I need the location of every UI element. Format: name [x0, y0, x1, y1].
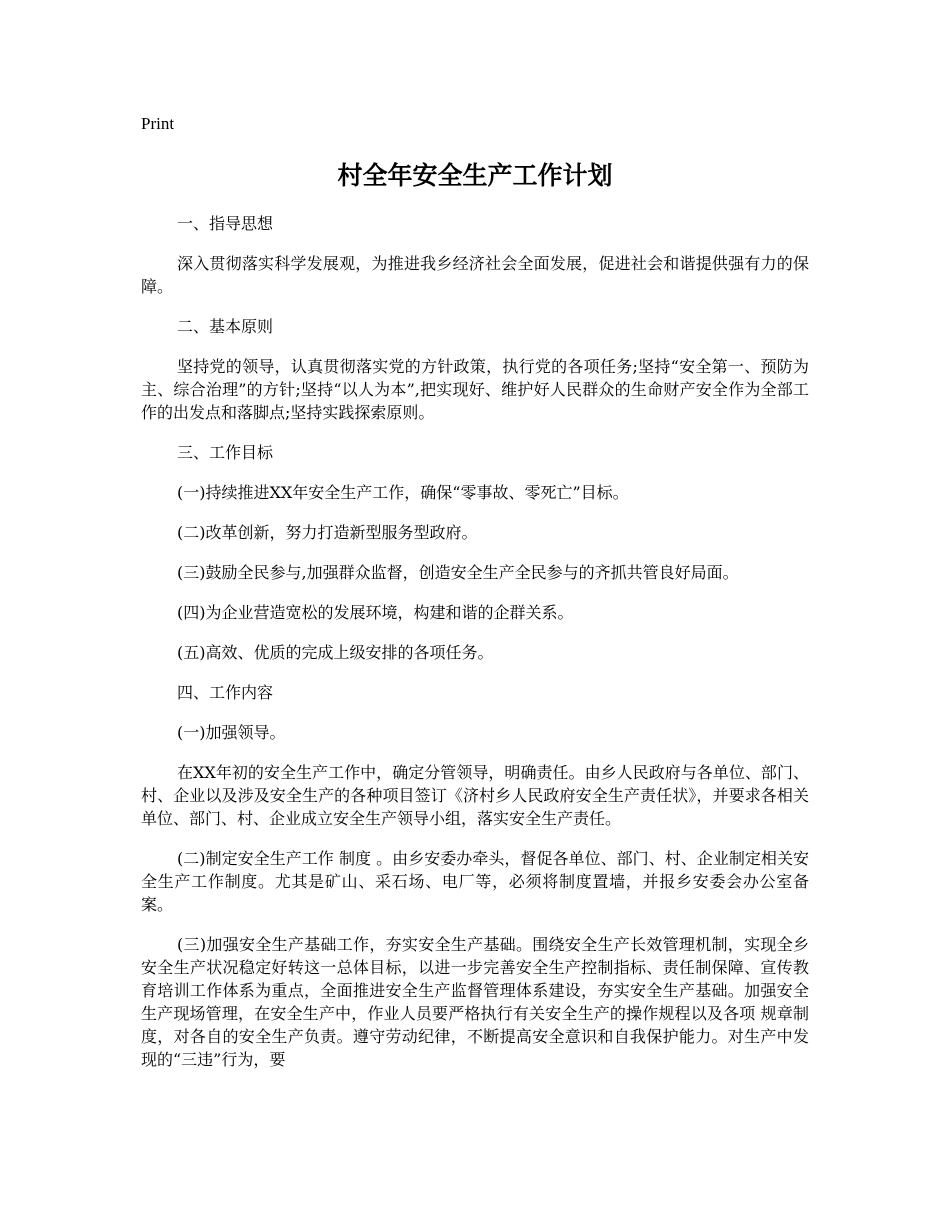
list-item: (三)鼓励全民参与,加强群众监督，创造安全生产全民参与的齐抓共管良好局面。 — [177, 563, 739, 582]
paragraph: (三)加强安全生产基础工作，夯实安全生产基础。围绕安全生产长效管理机制，实现全乡安全生产状况稳定好转这一总体目标，以进一步完善安全生产控制指标、责任制保障、宣传教育培训工作体系为重点，全面推进安全生产监督管理体系建设，夯实安全生产基础。加强安全生产现场管理，在安全生产中，作业人员要严格执行有关安全生产的操作规程以及各项 规章制度，对各自的安全生产负责。遵守劳动纪律，不断提高安全意识和自我保护能力。对生产中发现的“三违”行为，要 — [141, 935, 809, 1069]
list-item: (一)持续推进XX年安全生产工作，确保“零事故、零死亡”目标。 — [177, 483, 629, 502]
document-body — [141, 212, 809, 1088]
list-item: (五)高效、优质的完成上级安排的各项任务。 — [177, 643, 494, 662]
list-item: (二)改革创新，努力打造新型服务型政府。 — [177, 523, 478, 542]
section-heading: 三、工作目标 — [177, 443, 274, 462]
paragraph: 坚持党的领导，认真贯彻落实党的方针政策，执行党的各项任务;坚持“安全第一、预防为主、综合治理”的方针;坚持“以人为本”,把实现好、维护好人民群众的生命财产安全作为全部工作的出发点和落脚点;坚持实践探索原则。 — [141, 357, 809, 422]
paragraph: 在XX年初的安全生产工作中，确定分管领导，明确责任。由乡人民政府与各单位、部门、村、企业以及涉及安全生产的各种项目签订《济村乡人民政府安全生产责任状》，并要求各相关单位、部门、村、企业成立安全生产领导小组，落实安全生产责任。 — [141, 763, 809, 828]
section-heading: 二、基本原则 — [177, 317, 274, 336]
paragraph: 深入贯彻落实科学发展观，为推进我乡经济社会全面发展，促进社会和谐提供强有力的保障。 — [141, 254, 809, 296]
paragraph: (二)制定安全生产工作 制度 。由乡安委办牵头，督促各单位、部门、村、企业制定相关安全生产工作制度。尤其是矿山、采石场、电厂等，必须将制度置墙，并报乡安委会办公室备案。 — [141, 849, 809, 914]
document-title: 村全年安全生产工作计划 — [337, 161, 613, 190]
print-label: Print — [141, 114, 175, 133]
section-heading: 四、工作内容 — [177, 683, 274, 702]
list-item: (四)为企业营造宽松的发展环境，构建和谐的企群关系。 — [177, 603, 574, 622]
list-item: (一)加强领导。 — [177, 723, 286, 742]
section-heading: 一、指导思想 — [177, 214, 274, 233]
